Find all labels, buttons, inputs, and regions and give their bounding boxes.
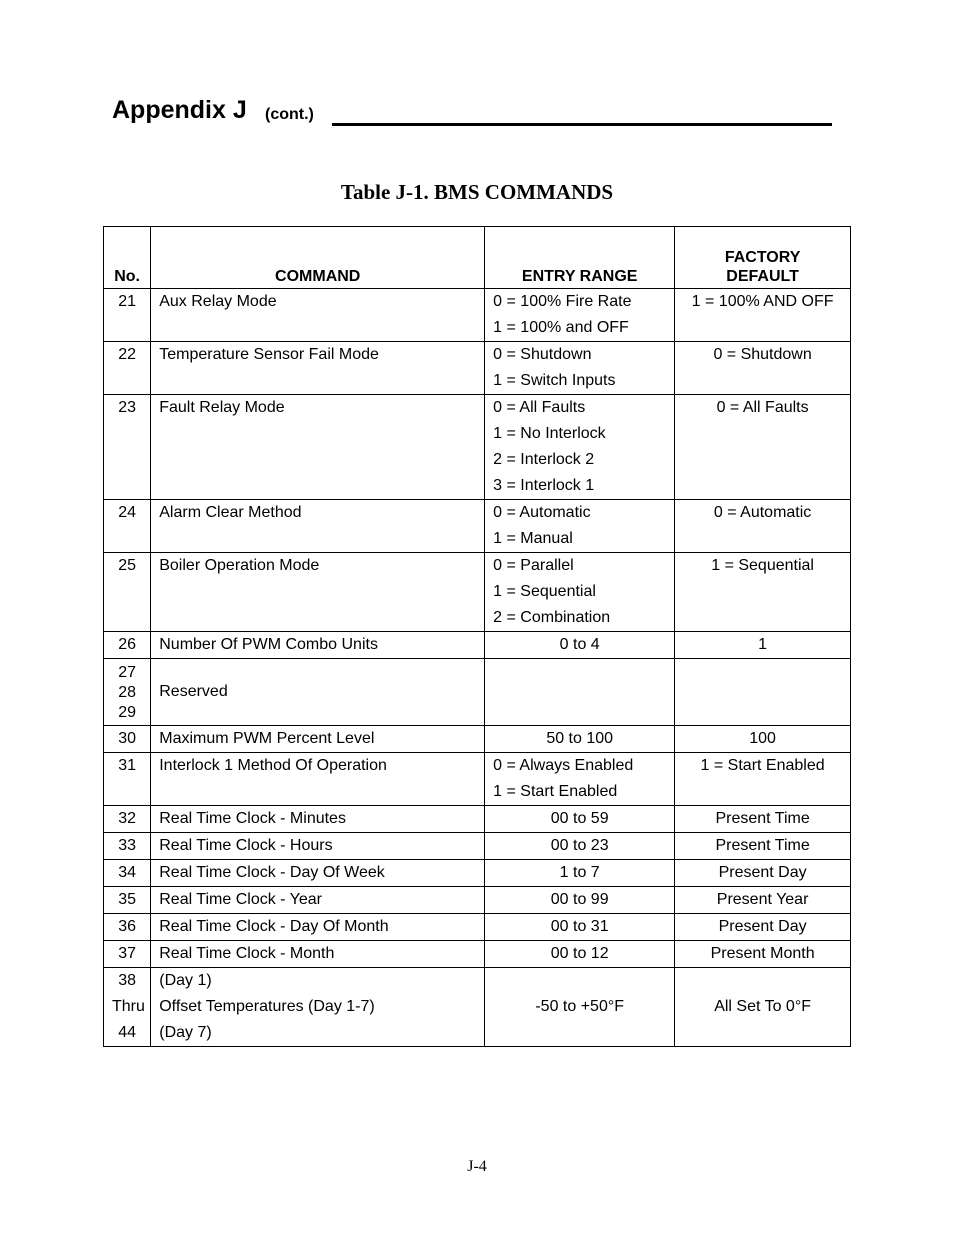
- cell-no-line: 44: [118, 1024, 137, 1041]
- appendix-title: Appendix J: [112, 96, 247, 124]
- cell-factory-default: Present Day: [675, 860, 851, 887]
- cell-entry-range-line: 50 to 100: [546, 730, 614, 747]
- cell-entry-range-line: 00 to 12: [550, 945, 609, 962]
- cell-command-line: (Day 7): [159, 1024, 212, 1041]
- table-row: [104, 833, 851, 860]
- cell-entry-range-line: 0 = Parallel: [493, 557, 574, 574]
- cell-no-line: 31: [118, 757, 137, 774]
- cell-command: [151, 860, 485, 887]
- cell-no: [104, 860, 151, 887]
- cell-factory-default: Present Time: [675, 806, 851, 833]
- cell-no: [104, 342, 151, 395]
- cell-no-line: 27: [118, 664, 137, 681]
- table-caption: Table J-1. BMS COMMANDS: [340, 180, 614, 204]
- cell-factory-default: 100: [675, 726, 851, 753]
- cell-command-line: Reserved: [159, 683, 228, 700]
- cell-entry-range-line: 0 to 4: [559, 636, 600, 653]
- cell-command: [151, 941, 485, 968]
- cell-entry-range: [485, 968, 675, 1047]
- cell-no: [104, 553, 151, 632]
- cell-entry-range-line: 1 = Manual: [493, 530, 573, 547]
- cell-no: [104, 632, 151, 659]
- cell-no-line: 33: [118, 837, 137, 854]
- cell-factory-default: Present Time: [675, 833, 851, 860]
- cell-no: [104, 941, 151, 968]
- cell-factory-default: 0 = All Faults: [675, 395, 851, 500]
- page-heading: [112, 92, 832, 132]
- page-number: J-4: [467, 1158, 487, 1175]
- appendix-subtitle: (cont.): [265, 106, 314, 123]
- column-header-command: COMMAND: [151, 227, 485, 289]
- table-row: [104, 659, 851, 726]
- table-row: [104, 342, 851, 395]
- cell-command-line: Real Time Clock - Day Of Week: [159, 864, 385, 881]
- cell-entry-range: [485, 395, 675, 500]
- cell-no: [104, 833, 151, 860]
- cell-entry-range-line: -50 to +50°F: [535, 998, 625, 1015]
- cell-entry-range: [485, 659, 675, 726]
- cell-no-line: 37: [118, 945, 137, 962]
- cell-no-line: 35: [118, 891, 137, 908]
- table-row: [104, 500, 851, 553]
- cell-entry-range: [485, 941, 675, 968]
- cell-command: [151, 806, 485, 833]
- cell-no-line: 23: [118, 399, 137, 416]
- cell-entry-range-line: 1 to 7: [559, 864, 600, 881]
- cell-factory-default: 1 = Sequential: [675, 553, 851, 632]
- cell-no: [104, 726, 151, 753]
- cell-entry-range: [485, 289, 675, 342]
- cell-entry-range-line: 3 = Interlock 1: [493, 477, 595, 494]
- cell-command: [151, 500, 485, 553]
- table-row: [104, 860, 851, 887]
- cell-no-line: 32: [118, 810, 137, 827]
- cell-command-line: Interlock 1 Method Of Operation: [159, 757, 387, 774]
- cell-factory-default: Present Month: [675, 941, 851, 968]
- table-row: [104, 806, 851, 833]
- cell-command: [151, 553, 485, 632]
- cell-no: [104, 500, 151, 553]
- cell-command: [151, 833, 485, 860]
- cell-factory-default: 0 = Automatic: [675, 500, 851, 553]
- cell-command: [151, 289, 485, 342]
- cell-command-line: Maximum PWM Percent Level: [159, 730, 375, 747]
- column-header-entry-range: ENTRY RANGE: [485, 227, 675, 289]
- cell-command: [151, 659, 485, 726]
- cell-factory-default: [675, 659, 851, 726]
- cell-no-line: 25: [118, 557, 137, 574]
- cell-entry-range: [485, 914, 675, 941]
- cell-command-line: Real Time Clock - Minutes: [159, 810, 346, 827]
- cell-entry-range-line: 0 = Shutdown: [493, 346, 592, 363]
- cell-entry-range: [485, 632, 675, 659]
- cell-entry-range-line: 1 = Switch Inputs: [493, 372, 616, 389]
- cell-no: [104, 806, 151, 833]
- table-row: [104, 632, 851, 659]
- table-body: [104, 289, 851, 1047]
- cell-command-line: Aux Relay Mode: [159, 293, 277, 310]
- cell-command-line: Real Time Clock - Day Of Month: [159, 918, 389, 935]
- cell-no: [104, 289, 151, 342]
- cell-command: [151, 632, 485, 659]
- table-row: [104, 753, 851, 806]
- bms-commands-table: [103, 226, 851, 1047]
- table-row: [104, 553, 851, 632]
- cell-command-line: Boiler Operation Mode: [159, 557, 320, 574]
- cell-no: [104, 659, 151, 726]
- cell-no: [104, 753, 151, 806]
- cell-no-line: 38: [118, 972, 137, 989]
- cell-command: [151, 726, 485, 753]
- cell-entry-range-line: 1 = Sequential: [493, 583, 596, 600]
- cell-factory-default: All Set To 0°F: [675, 968, 851, 1047]
- cell-factory-default: Present Day: [675, 914, 851, 941]
- cell-entry-range: [485, 726, 675, 753]
- cell-command-line: Number Of PWM Combo Units: [159, 636, 378, 653]
- cell-factory-default: 0 = Shutdown: [675, 342, 851, 395]
- cell-no: [104, 395, 151, 500]
- cell-command: [151, 395, 485, 500]
- cell-entry-range-line: 1 = No Interlock: [493, 425, 606, 442]
- cell-command-line: Alarm Clear Method: [159, 504, 302, 521]
- cell-factory-default: 1 = 100% AND OFF: [675, 289, 851, 342]
- cell-entry-range-line: 2 = Interlock 2: [493, 451, 595, 468]
- cell-entry-range-line: 1 = 100% and OFF: [493, 319, 629, 336]
- cell-entry-range-line: 0 = 100% Fire Rate: [493, 293, 632, 310]
- cell-entry-range-line: 00 to 99: [550, 891, 609, 908]
- cell-entry-range: [485, 860, 675, 887]
- cell-no-line: 26: [118, 636, 137, 653]
- table-row: [104, 395, 851, 500]
- cell-entry-range-line: 0 = Automatic: [493, 504, 591, 521]
- cell-no-line: 21: [118, 293, 137, 310]
- cell-factory-default: 1 = Start Enabled: [675, 753, 851, 806]
- cell-command-line: Fault Relay Mode: [159, 399, 285, 416]
- cell-entry-range: [485, 806, 675, 833]
- cell-no-line: 28: [118, 684, 137, 701]
- table-row: [104, 914, 851, 941]
- table-row: [104, 726, 851, 753]
- cell-no-line: 34: [118, 864, 137, 881]
- cell-entry-range-line: 1 = Start Enabled: [493, 783, 618, 800]
- cell-no: [104, 887, 151, 914]
- table-row: [104, 968, 851, 1047]
- cell-entry-range: [485, 553, 675, 632]
- cell-no-line: 24: [118, 504, 137, 521]
- cell-entry-range-line: 2 = Combination: [493, 609, 611, 626]
- cell-factory-default: 1: [675, 632, 851, 659]
- cell-entry-range-line: 00 to 23: [550, 837, 609, 854]
- cell-no-line: 22: [118, 346, 137, 363]
- cell-entry-range: [485, 500, 675, 553]
- cell-entry-range: [485, 833, 675, 860]
- table-row: [104, 941, 851, 968]
- table-header-row: [104, 227, 851, 289]
- cell-factory-default: Present Year: [675, 887, 851, 914]
- cell-entry-range: [485, 342, 675, 395]
- cell-command-line: Temperature Sensor Fail Mode: [159, 346, 379, 363]
- column-header-factory-default: FACTORY DEFAULT: [675, 227, 851, 289]
- cell-no: [104, 914, 151, 941]
- cell-no-line: 29: [118, 704, 137, 721]
- cell-command: [151, 753, 485, 806]
- cell-command-line: (Day 1): [159, 972, 212, 989]
- cell-entry-range: [485, 753, 675, 806]
- cell-no-line: 36: [118, 918, 137, 935]
- cell-no: [104, 968, 151, 1047]
- table-row: [104, 289, 851, 342]
- cell-entry-range-line: 00 to 31: [550, 918, 609, 935]
- cell-no-line: 30: [118, 730, 137, 747]
- cell-command: [151, 887, 485, 914]
- cell-command: [151, 968, 485, 1047]
- cell-entry-range-line: 00 to 59: [550, 810, 609, 827]
- heading-rule: [332, 123, 832, 126]
- cell-entry-range: [485, 887, 675, 914]
- cell-command: [151, 342, 485, 395]
- cell-command-line: Offset Temperatures (Day 1-7): [159, 998, 375, 1015]
- cell-entry-range-line: 0 = All Faults: [493, 399, 586, 416]
- cell-command-line: Real Time Clock - Year: [159, 891, 322, 908]
- cell-command-line: Real Time Clock - Month: [159, 945, 335, 962]
- cell-command-line: Real Time Clock - Hours: [159, 837, 333, 854]
- table-row: [104, 887, 851, 914]
- cell-entry-range-line: 0 = Always Enabled: [493, 757, 634, 774]
- column-header-no: No.: [104, 227, 151, 289]
- cell-command: [151, 914, 485, 941]
- cell-no-line: Thru: [112, 998, 145, 1015]
